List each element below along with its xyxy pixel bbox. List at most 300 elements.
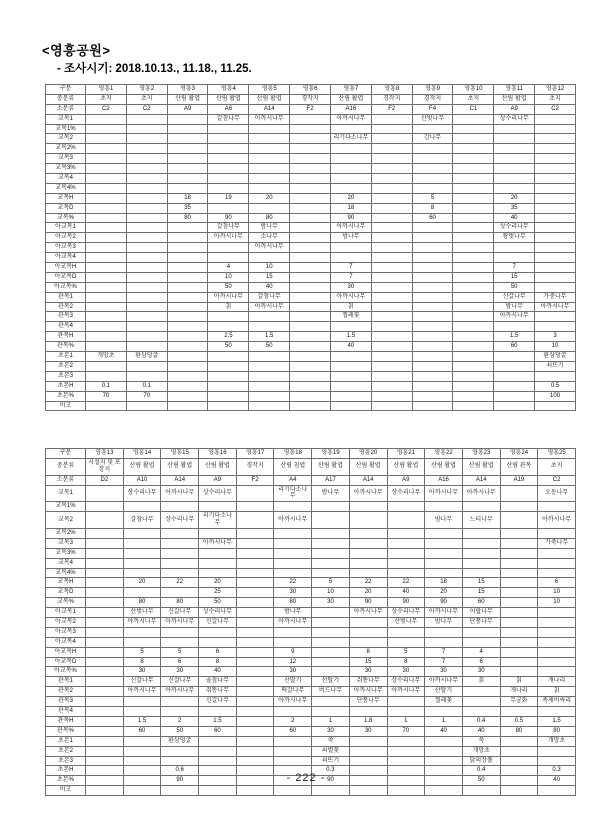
cell: 아까시나무 xyxy=(330,292,371,302)
cell xyxy=(167,233,208,243)
cell xyxy=(126,371,167,381)
row-label: 교목1 xyxy=(46,114,86,124)
cell: 상수리나무 xyxy=(387,608,425,618)
cell xyxy=(453,124,494,134)
cell xyxy=(86,558,124,568)
cell xyxy=(167,223,208,233)
cell: 8 xyxy=(123,657,161,667)
cell: 산림 관목 xyxy=(500,458,538,475)
cell: 상수리나무 xyxy=(494,114,535,124)
cell xyxy=(500,578,538,588)
cell xyxy=(290,361,331,371)
cell xyxy=(387,502,425,512)
cell xyxy=(86,272,127,282)
cell: 22 xyxy=(387,578,425,588)
table-row xyxy=(46,164,576,174)
cell xyxy=(86,485,124,502)
table-row xyxy=(46,558,576,568)
cell: 60 xyxy=(494,342,535,352)
cell xyxy=(86,746,124,756)
cell xyxy=(371,154,412,164)
cell: 90 xyxy=(312,776,350,786)
cell: 신갈나무 xyxy=(123,677,161,687)
cell xyxy=(453,134,494,144)
cell xyxy=(349,736,387,746)
cell xyxy=(167,371,208,381)
column-header: 영흥8 xyxy=(371,85,412,95)
cell xyxy=(290,282,331,292)
table-row xyxy=(46,302,576,312)
cell xyxy=(161,538,199,548)
cell: 상수리나무 xyxy=(123,485,161,502)
cell xyxy=(387,529,425,539)
cell xyxy=(126,144,167,154)
cell xyxy=(371,134,412,144)
cell xyxy=(412,292,453,302)
cell: 8 xyxy=(412,203,453,213)
row-label: 관목4 xyxy=(46,707,86,717)
table-row xyxy=(46,154,576,164)
survey-date-line: - 조사시기: 2018.10.13., 11.18., 11.25. xyxy=(57,63,252,75)
cell: 소나무 xyxy=(249,233,290,243)
cell: A16 xyxy=(425,475,463,485)
cell xyxy=(123,502,161,512)
cell xyxy=(86,697,124,707)
cell xyxy=(167,322,208,332)
cell: 아까시나무 xyxy=(425,608,463,618)
table-row xyxy=(46,502,576,512)
cell xyxy=(236,647,274,657)
cell xyxy=(330,154,371,164)
cell xyxy=(371,233,412,243)
cell xyxy=(538,627,576,637)
cell: 10 xyxy=(538,588,576,598)
cell xyxy=(349,786,387,796)
cell xyxy=(330,144,371,154)
cell xyxy=(208,371,249,381)
cell: 아까시나무 xyxy=(161,485,199,502)
cell xyxy=(494,352,535,362)
cell xyxy=(290,213,331,223)
cell: 가중나무 xyxy=(535,292,576,302)
cell: 15 xyxy=(494,272,535,282)
cell: 18 xyxy=(167,193,208,203)
cell: 60 xyxy=(274,726,312,736)
cell xyxy=(290,381,331,391)
cell xyxy=(290,174,331,184)
cell xyxy=(494,243,535,253)
cell xyxy=(462,627,500,637)
cell xyxy=(161,627,199,637)
cell: 15 xyxy=(249,272,290,282)
cell xyxy=(500,538,538,548)
cell: 7 xyxy=(330,272,371,282)
cell xyxy=(167,292,208,302)
table-row xyxy=(46,144,576,154)
cell xyxy=(453,292,494,302)
cell xyxy=(249,253,290,263)
cell: 무궁화 xyxy=(500,697,538,707)
cell xyxy=(412,223,453,233)
cell xyxy=(123,736,161,746)
cell xyxy=(86,164,127,174)
cell xyxy=(208,361,249,371)
cell: 초지 xyxy=(538,458,576,475)
cell: 상수리나무 xyxy=(161,512,199,529)
cell xyxy=(371,183,412,193)
row-label: 소분류 xyxy=(46,104,86,114)
survey-table-1-container xyxy=(45,84,576,411)
table-header-row xyxy=(46,449,576,459)
cell: 70 xyxy=(86,391,127,401)
cell: 90 xyxy=(387,598,425,608)
cell xyxy=(500,588,538,598)
cell: 50 xyxy=(208,342,249,352)
cell xyxy=(274,707,312,717)
column-header: 영흥25 xyxy=(538,449,576,459)
table-row xyxy=(46,578,576,588)
cell xyxy=(208,124,249,134)
cell: 0.3 xyxy=(312,766,350,776)
cell xyxy=(126,292,167,302)
table-row xyxy=(46,193,576,203)
cell xyxy=(453,164,494,174)
cell: 찔레꽃 xyxy=(330,312,371,322)
cell xyxy=(126,164,167,174)
cell: 19 xyxy=(208,193,249,203)
cell xyxy=(86,401,127,411)
cell: 22 xyxy=(349,578,387,588)
cell xyxy=(126,134,167,144)
cell: C2 xyxy=(86,104,127,114)
cell xyxy=(126,322,167,332)
cell: 30 xyxy=(123,667,161,677)
table-row xyxy=(46,124,576,134)
cell: 초지 xyxy=(86,94,127,104)
cell xyxy=(161,697,199,707)
cell: A9 xyxy=(387,475,425,485)
cell xyxy=(86,213,127,223)
cell xyxy=(249,203,290,213)
cell xyxy=(86,154,127,164)
cell xyxy=(453,391,494,401)
cell xyxy=(538,707,576,717)
cell xyxy=(126,213,167,223)
cell xyxy=(538,657,576,667)
column-header: 영흥23 xyxy=(462,449,500,459)
table-row xyxy=(46,114,576,124)
cell: 산림 활엽 xyxy=(249,94,290,104)
cell xyxy=(387,697,425,707)
page-number: - 222 - xyxy=(286,772,326,784)
cell xyxy=(453,114,494,124)
cell xyxy=(538,746,576,756)
cell xyxy=(290,203,331,213)
cell xyxy=(86,538,124,548)
cell: 아까시나무 xyxy=(349,485,387,502)
cell: A14 xyxy=(249,104,290,114)
cell xyxy=(453,243,494,253)
cell xyxy=(371,302,412,312)
cell: 산딸기 xyxy=(274,677,312,687)
cell: 100 xyxy=(535,391,576,401)
cell xyxy=(126,342,167,352)
cell: A6 xyxy=(208,104,249,114)
cell xyxy=(500,608,538,618)
column-header: 영흥3 xyxy=(167,85,208,95)
cell xyxy=(412,164,453,174)
cell xyxy=(425,548,463,558)
cell xyxy=(167,154,208,164)
cell xyxy=(538,786,576,796)
cell xyxy=(290,114,331,124)
cell: 아까시나무 xyxy=(387,687,425,697)
cell xyxy=(86,667,124,677)
row-label: 교목% xyxy=(46,598,86,608)
cell xyxy=(535,272,576,282)
cell xyxy=(371,332,412,342)
cell xyxy=(412,342,453,352)
corner-label: 구분 xyxy=(46,449,86,459)
cell xyxy=(412,371,453,381)
cell xyxy=(236,618,274,628)
cell: 20 xyxy=(123,578,161,588)
cell xyxy=(535,213,576,223)
cell: 쥐똥나무 xyxy=(199,687,237,697)
cell xyxy=(274,746,312,756)
cell: 산벚나무 xyxy=(123,608,161,618)
column-header: 영흥11 xyxy=(494,85,535,95)
cell: F4 xyxy=(412,104,453,114)
cell: 80 xyxy=(123,598,161,608)
cell: 경작지 xyxy=(290,94,331,104)
cell xyxy=(161,502,199,512)
cell xyxy=(86,657,124,667)
row-label: 교목% xyxy=(46,213,86,223)
cell xyxy=(236,529,274,539)
table-row xyxy=(46,322,576,332)
cell xyxy=(538,548,576,558)
cell: 산딸기 xyxy=(425,687,463,697)
cell xyxy=(167,282,208,292)
cell xyxy=(387,627,425,637)
cell: D2 xyxy=(86,475,124,485)
cell: 6 xyxy=(462,657,500,667)
cell xyxy=(208,243,249,253)
table-row xyxy=(46,756,576,766)
cell: 50 xyxy=(161,726,199,736)
column-header: 영흥13 xyxy=(86,449,124,459)
cell xyxy=(312,657,350,667)
row-label: 소분류 xyxy=(46,475,86,485)
cell: 80 xyxy=(161,598,199,608)
column-header: 영흥24 xyxy=(500,449,538,459)
cell xyxy=(86,716,124,726)
cell xyxy=(290,223,331,233)
table-row xyxy=(46,263,576,273)
cell xyxy=(535,174,576,184)
cell xyxy=(236,786,274,796)
table-row xyxy=(46,548,576,558)
table-row xyxy=(46,637,576,647)
cell xyxy=(290,292,331,302)
cell xyxy=(412,312,453,322)
cell xyxy=(290,342,331,352)
cell xyxy=(371,312,412,322)
row-label: 관목H xyxy=(46,332,86,342)
row-label: 아교목4 xyxy=(46,253,86,263)
cell xyxy=(500,485,538,502)
cell xyxy=(453,322,494,332)
row-label: 교목3 xyxy=(46,538,86,548)
cell: 밤나무 xyxy=(425,618,463,628)
corner-label: 구분 xyxy=(46,85,86,95)
cell: 오동나무 xyxy=(538,485,576,502)
cell xyxy=(453,174,494,184)
row-label: 초본H xyxy=(46,381,86,391)
row-label: 초본H xyxy=(46,766,86,776)
cell xyxy=(535,134,576,144)
cell xyxy=(123,707,161,717)
cell xyxy=(500,647,538,657)
cell: 아까시나무 xyxy=(249,302,290,312)
table-row xyxy=(46,608,576,618)
cell: 아까시나무 xyxy=(349,608,387,618)
cell xyxy=(126,233,167,243)
cell xyxy=(86,637,124,647)
table-row xyxy=(46,538,576,548)
cell xyxy=(494,144,535,154)
cell xyxy=(86,332,127,342)
cell xyxy=(500,568,538,578)
cell: A19 xyxy=(500,475,538,485)
cell xyxy=(500,529,538,539)
cell: 아까시나무 xyxy=(208,292,249,302)
cell xyxy=(161,558,199,568)
cell: 1.5 xyxy=(494,332,535,342)
row-label: 교목D xyxy=(46,203,86,213)
cell xyxy=(236,502,274,512)
table-row xyxy=(46,475,576,485)
cell: 6 xyxy=(199,647,237,657)
cell xyxy=(199,502,237,512)
column-header: 영흥9 xyxy=(412,85,453,95)
table-row xyxy=(46,183,576,193)
cell: 아까시나무 xyxy=(274,697,312,707)
cell xyxy=(126,114,167,124)
cell xyxy=(208,381,249,391)
cell xyxy=(167,361,208,371)
cell: 20 xyxy=(425,588,463,598)
cell: 30 xyxy=(330,282,371,292)
cell xyxy=(412,332,453,342)
cell xyxy=(236,697,274,707)
cell: 15 xyxy=(462,588,500,598)
cell xyxy=(535,164,576,174)
table-row xyxy=(46,352,576,362)
cell xyxy=(290,401,331,411)
cell: 80 xyxy=(274,598,312,608)
cell xyxy=(500,756,538,766)
cell xyxy=(500,618,538,628)
cell: 산림 활엽 xyxy=(494,94,535,104)
cell xyxy=(249,144,290,154)
table-row xyxy=(46,677,576,687)
cell xyxy=(167,183,208,193)
cell xyxy=(330,174,371,184)
cell: 상수리나무 xyxy=(387,677,425,687)
cell: C2 xyxy=(538,475,576,485)
table-row xyxy=(46,253,576,263)
cell xyxy=(412,243,453,253)
column-header: 영흥22 xyxy=(425,449,463,459)
row-label: 관목% xyxy=(46,342,86,352)
row-label: 관목1 xyxy=(46,677,86,687)
cell xyxy=(535,203,576,213)
cell: 산벚나무 xyxy=(387,618,425,628)
cell: 12 xyxy=(274,657,312,667)
cell xyxy=(249,322,290,332)
table-header-row xyxy=(46,85,576,95)
cell xyxy=(312,627,350,637)
cell xyxy=(387,558,425,568)
row-label: 아교목1 xyxy=(46,608,86,618)
cell xyxy=(249,154,290,164)
cell xyxy=(500,667,538,677)
cell xyxy=(236,637,274,647)
cell: 30 xyxy=(425,667,463,677)
cell xyxy=(208,312,249,322)
cell: 이팝나무 xyxy=(462,608,500,618)
cell: 버드나무 xyxy=(312,687,350,697)
table-row xyxy=(46,272,576,282)
cell xyxy=(371,352,412,362)
cell xyxy=(371,253,412,263)
cell: 산림 활엽 xyxy=(387,458,425,475)
cell xyxy=(538,637,576,647)
cell xyxy=(86,361,127,371)
cell xyxy=(236,598,274,608)
table-row xyxy=(46,746,576,756)
cell: 아까시나무 xyxy=(161,618,199,628)
row-label: 교목H xyxy=(46,193,86,203)
cell xyxy=(123,746,161,756)
cell xyxy=(425,502,463,512)
row-label: 중분류 xyxy=(46,94,86,104)
cell: 경작지 xyxy=(236,458,274,475)
cell xyxy=(371,263,412,273)
cell xyxy=(330,243,371,253)
cell xyxy=(199,548,237,558)
cell xyxy=(500,657,538,667)
cell xyxy=(86,512,124,529)
cell xyxy=(412,391,453,401)
cell xyxy=(387,637,425,647)
cell: 60 xyxy=(462,598,500,608)
cell xyxy=(494,253,535,263)
cell: 감나무 xyxy=(412,134,453,144)
cell xyxy=(290,263,331,273)
row-label: 초본3 xyxy=(46,371,86,381)
cell: 25 xyxy=(199,588,237,598)
cell xyxy=(290,124,331,134)
cell xyxy=(535,253,576,263)
cell: 80 xyxy=(249,213,290,223)
cell xyxy=(330,322,371,332)
column-header: 영흥21 xyxy=(387,449,425,459)
cell xyxy=(236,687,274,697)
table-row xyxy=(46,361,576,371)
